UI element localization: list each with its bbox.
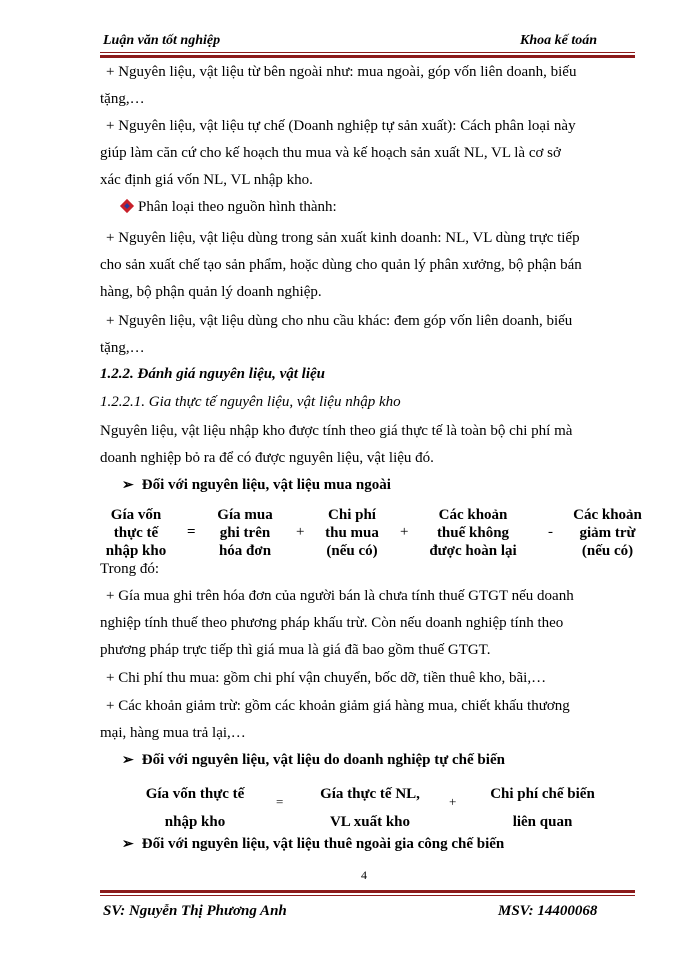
f2-term-3-line-1: Chi phí chế biến [490, 786, 595, 802]
para-3-line-1: + Nguyên liệu, vật liệu dùng trong sản xuất kinh doanh: NL, VL dùng trực tiếp [106, 230, 580, 246]
para-8-line-2: mại, hàng mua trả lại,… [100, 725, 246, 741]
footer-rule-thin [100, 895, 635, 896]
arrow-icon: ➢ [122, 478, 134, 493]
f1-term-2 [205, 506, 285, 560]
arrow-heading-2 [122, 752, 505, 769]
f2-op-2: + [449, 794, 457, 809]
f2-term-1 [130, 780, 260, 836]
bullet-heading-text: Phân loại theo nguồn hình thành: [138, 199, 337, 215]
page-number: 4 [361, 868, 367, 882]
header-rule-thin [100, 52, 635, 53]
para-1-line-1: + Nguyên liệu, vật liệu từ bên ngoài như: mua ngoài, góp vốn liên doanh, biếu [106, 64, 577, 80]
para-4-line-1: + Nguyên liệu, vật liệu dùng cho nhu cầu khác: đem góp vốn liên doanh, biếu [106, 313, 573, 329]
f1-term-5-line-2: giảm trừ [579, 525, 636, 541]
f1-op-3: + [400, 524, 409, 540]
f1-term-5 [565, 506, 650, 560]
f2-term-2-line-1: Gía thực tế NL, [320, 786, 420, 802]
f1-term-5-line-1: Các khoản [573, 507, 642, 523]
f1-term-3 [312, 506, 392, 560]
section-heading-1221: 1.2.2.1. Gia thực tế nguyên liệu, vật liệu nhập kho [100, 394, 401, 410]
f1-op-4: - [548, 524, 553, 540]
f2-op-1: = [276, 794, 284, 809]
f1-term-2-line-1: Gía mua [217, 507, 273, 523]
header-left: Luận văn tốt nghiệp [103, 33, 221, 48]
trong-do: Trong đó: [100, 561, 160, 577]
para-8-line-1: + Các khoản giảm trừ: gồm các khoản giảm giá hàng mua, chiết khấu thương [106, 698, 570, 714]
para-5-line-2: doanh nghiệp bỏ ra để có được nguyên liệu, vật liệu đó. [100, 450, 434, 466]
para-1-line-2: tặng,… [100, 91, 145, 107]
para-3-line-2: cho sản xuất chế tạo sản phẩm, hoặc dùng cho quản lý phân xưởng, bộ phận bán [100, 257, 582, 273]
para-7: + Chi phí thu mua: gồm chi phí vận chuyển, bốc dỡ, tiền thuê kho, bãi,… [106, 670, 547, 686]
para-2-line-1: + Nguyên liệu, vật liệu tự chế (Doanh nghiệp tự sản xuất): Cách phân loại này [106, 118, 576, 134]
section-heading-122: 1.2.2. Đánh giá nguyên liệu, vật liệu [100, 366, 326, 382]
f1-term-5-line-3: (nếu có) [581, 543, 634, 559]
arrow-heading-3 [122, 836, 504, 853]
arrow-heading-1-text: Đối với nguyên liệu, vật liệu mua ngoài [141, 477, 391, 493]
footer-left: SV: Nguyễn Thị Phương Anh [103, 903, 287, 919]
f1-term-1-line-3: nhập kho [105, 543, 167, 559]
f1-term-4 [418, 506, 528, 560]
para-2-line-3: xác định giá vốn NL, VL nhập kho. [100, 172, 313, 188]
f2-term-2-line-2: VL xuất kho [329, 814, 411, 830]
bullet-heading [122, 199, 337, 216]
arrow-icon: ➢ [122, 753, 134, 768]
bullet-icon [120, 198, 134, 212]
f2-term-1-line-2: nhập kho [164, 814, 226, 830]
f2-term-1-line-1: Gía vốn thực tế [145, 786, 245, 802]
arrow-icon: ➢ [122, 837, 134, 852]
para-6-line-2: nghiệp tính thuế theo phương pháp khấu trừ. Còn nếu doanh nghiệp tính theo [100, 615, 564, 631]
f1-term-3-line-1: Chi phí [328, 507, 376, 523]
f1-term-4-line-2: thuế không [436, 525, 510, 541]
f2-term-3-line-2: liên quan [512, 814, 573, 830]
para-6-line-1: + Gía mua ghi trên hóa đơn của người bán là chưa tính thuế GTGT nếu doanh [106, 588, 574, 604]
arrow-heading-3-text: Đối với nguyên liệu, vật liệu thuê ngoài gia công chế biến [141, 836, 505, 852]
header-right: Khoa kế toán [520, 33, 598, 48]
f2-term-2 [305, 780, 435, 836]
arrow-heading-1 [122, 477, 391, 494]
f1-term-1-line-1: Gía vốn [110, 507, 162, 523]
para-3-line-3: hàng, bộ phận quản lý doanh nghiệp. [100, 284, 322, 300]
f1-term-4-line-3: được hoàn lại [429, 543, 517, 559]
f1-op-2: + [296, 524, 305, 540]
f1-term-3-line-3: (nếu có) [326, 543, 378, 559]
f1-term-1-line-2: thực tế [113, 525, 159, 541]
f1-term-3-line-2: thu mua [325, 525, 379, 541]
f1-term-1 [96, 506, 176, 560]
f2-term-3 [475, 780, 610, 836]
header-rule-thick [100, 55, 635, 58]
f1-term-4-line-1: Các khoản [438, 507, 508, 523]
footer-right: MSV: 14400068 [498, 903, 598, 919]
f1-op-1: = [187, 524, 196, 540]
para-2-line-2: giúp làm căn cứ cho kế hoạch thu mua và kế hoạch sản xuất NL, VL là cơ sở [100, 145, 561, 161]
f1-term-2-line-2: ghi trên [219, 525, 271, 541]
para-5-line-1: Nguyên liệu, vật liệu nhập kho được tính theo giá thực tế là toàn bộ chi phí mà [100, 423, 573, 439]
footer-rule-thick [100, 890, 635, 893]
f1-term-2-line-3: hóa đơn [218, 543, 272, 559]
para-4-line-2: tặng,… [100, 340, 145, 356]
arrow-heading-2-text: Đối với nguyên liệu, vật liệu do doanh nghiệp tự chế biến [141, 752, 505, 768]
para-6-line-3: phương pháp trực tiếp thì giá mua là giá đã bao gồm thuế GTGT. [100, 642, 491, 658]
